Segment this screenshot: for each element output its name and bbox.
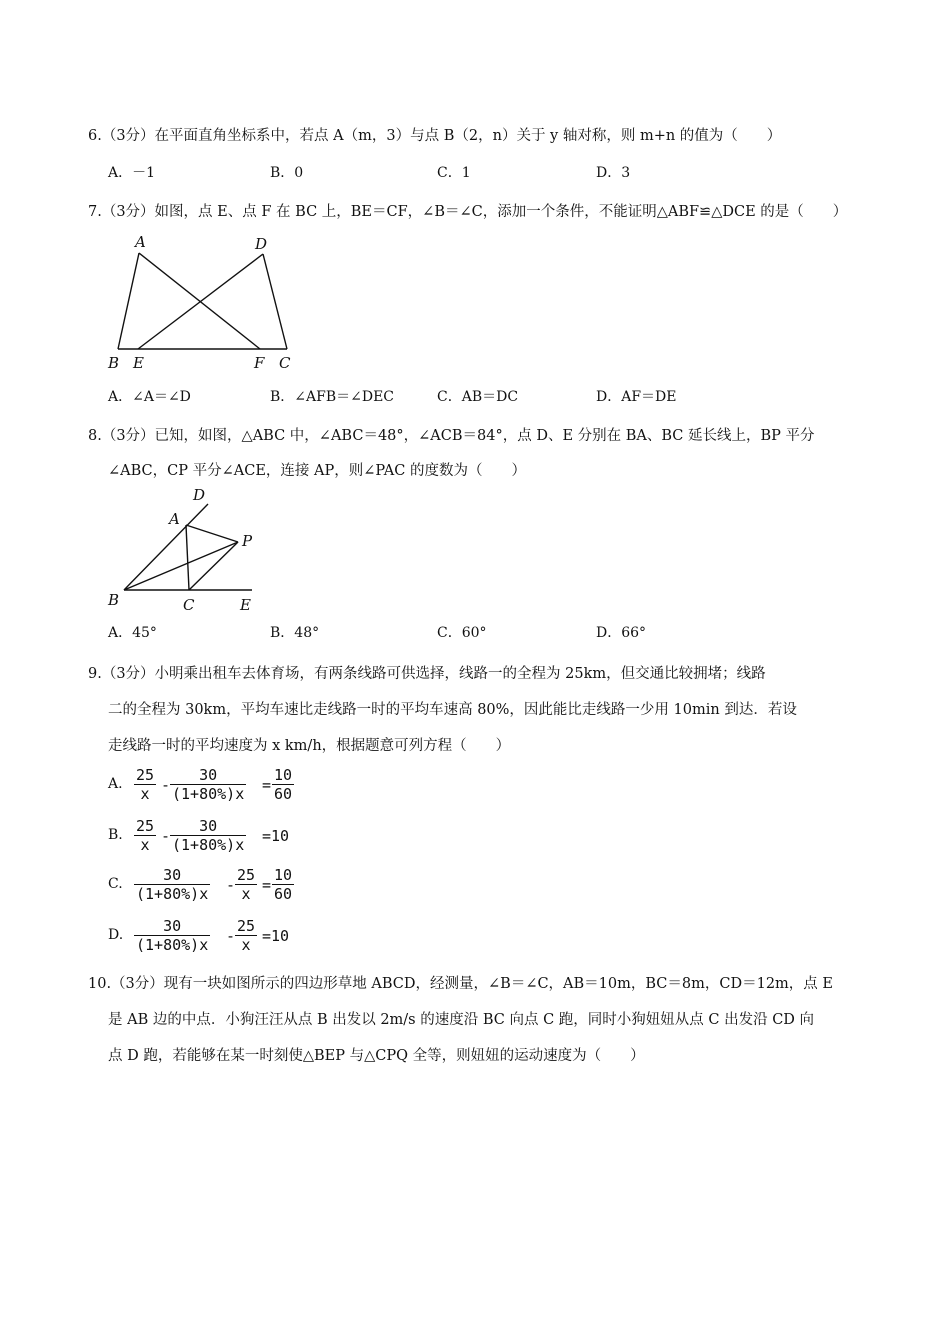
q9-option-d-label: D.: [108, 927, 124, 943]
q7-stem: 7.（3分）如图，点 E、点 F 在 BC 上，BE＝CF，∠B＝∠C，添加一个条件，不能证明△ABF≌△DCE 的是（ ）: [88, 204, 848, 220]
q9-b-fraction-2: 30 (1+80%)x: [172, 817, 245, 855]
q9-a-fraction-2: 30 (1+80%)x: [172, 766, 245, 804]
q9-a-fraction-1: 25 x: [136, 766, 155, 804]
q9-stem-line1: 9.（3分）小明乘出租车去体育场，有两条线路可供选择，线路一的全程为 25km，但交通比较拥堵；线路: [88, 666, 766, 682]
q9-c-fraction-1: 30 (1+80%)x: [136, 866, 209, 904]
q9-stem-line3: 走线路一时的平均速度为 x km/h，根据题意可列方程（ ）: [108, 738, 511, 754]
q7-option-a[interactable]: A．∠A＝∠D: [108, 389, 191, 405]
q9-c-fraction-2: 25 x: [237, 866, 256, 904]
q8-label-b: B: [108, 591, 120, 609]
q8-option-d[interactable]: D．66°: [596, 625, 647, 641]
q9-option-b-label: B.: [108, 827, 123, 843]
q8-option-a[interactable]: A．45°: [108, 625, 157, 641]
q8-stem-line1: 8.（3分）已知，如图，△ABC 中，∠ABC＝48°，∠ACB＝84°，点 D、E 分别在 BA、BC 延长线上，BP 平分: [88, 428, 815, 444]
q9-c-fraction-3: 10 60: [274, 866, 293, 904]
q8-option-c[interactable]: C．60°: [437, 625, 487, 641]
q9-b-rhs: =10: [262, 827, 290, 845]
q9-a-fraction-3: 10 60: [274, 766, 293, 804]
q7-figure: [100, 232, 300, 372]
q8-line-ap: [186, 525, 238, 542]
q6-stem: 6.（3分）在平面直角坐标系中，若点 A（m，3）与点 B（2，n）关于 y 轴对称，则 m+n 的值为（ ）: [88, 128, 782, 144]
q8-label-p: P: [242, 532, 253, 550]
q9-d-fraction-1: 30 (1+80%)x: [136, 917, 209, 955]
q8-line-cp: [189, 542, 238, 590]
q10-stem-line3: 点 D 跑，若能够在某一时刻使△BEP 与△CPQ 全等，则妞妞的运动速度为（ ）: [108, 1048, 645, 1064]
q9-a-equals: =: [262, 776, 272, 794]
q7-option-c[interactable]: C．AB＝DC: [437, 389, 519, 405]
q7-label-d: D: [255, 235, 268, 253]
q9-b-minus: -: [161, 827, 171, 845]
q9-c-equals: =: [262, 876, 272, 894]
q9-d-fraction-2: 25 x: [237, 917, 256, 955]
q6-option-b[interactable]: B．0: [270, 165, 304, 181]
q10-stem-line2: 是 AB 边的中点．小狗汪汪从点 B 出发以 2m/s 的速度沿 BC 向点 C 跑，同时小狗妞妞从点 C 出发沿 CD 向: [108, 1012, 815, 1028]
q7-label-b: B: [108, 354, 120, 372]
q9-a-minus: -: [161, 776, 171, 794]
q7-label-e: E: [133, 354, 144, 372]
q9-option-c-label: C.: [108, 876, 123, 892]
q7-option-d[interactable]: D．AF＝DE: [596, 389, 677, 405]
q8-line-ac: [186, 525, 189, 590]
q7-option-b[interactable]: B．∠AFB＝∠DEC: [270, 389, 395, 405]
q8-label-e: E: [240, 596, 251, 614]
q8-line-bp: [124, 542, 238, 590]
q8-stem-line2: ∠ABC，CP 平分∠ACE，连接 AP，则∠PAC 的度数为（ ）: [108, 463, 526, 479]
q8-figure: [100, 484, 270, 616]
q6-option-d[interactable]: D．3: [596, 165, 631, 181]
q7-segment-dc: [263, 254, 287, 349]
q7-label-c: C: [279, 354, 291, 372]
q9-d-minus: -: [226, 927, 236, 945]
q8-line-bd: [124, 504, 208, 590]
q8-label-a: A: [169, 510, 180, 528]
q7-label-f: F: [254, 354, 265, 372]
q7-segment-ed: [138, 254, 263, 349]
q8-label-c: C: [183, 596, 195, 614]
q9-d-rhs: =10: [262, 927, 290, 945]
q8-option-b[interactable]: B．48°: [270, 625, 320, 641]
q10-stem-line1: 10.（3分）现有一块如图所示的四边形草地 ABCD，经测量，∠B＝∠C，AB＝10m，BC＝8m，CD＝12m，点 E: [88, 976, 833, 992]
q6-option-c[interactable]: C．1: [437, 165, 471, 181]
q9-c-minus: -: [226, 876, 236, 894]
q7-label-a: A: [135, 233, 146, 251]
q9-option-a-label: A.: [108, 776, 123, 792]
q8-label-d: D: [193, 486, 206, 504]
q9-stem-line2: 二的全程为 30km，平均车速比走线路一时的平均车速高 80%，因此能比走线路一少用 10min 到达．若设: [108, 702, 797, 718]
q9-b-fraction-1: 25 x: [136, 817, 155, 855]
q6-option-a[interactable]: A．－1: [108, 165, 156, 181]
q7-segment-ab: [118, 253, 139, 349]
